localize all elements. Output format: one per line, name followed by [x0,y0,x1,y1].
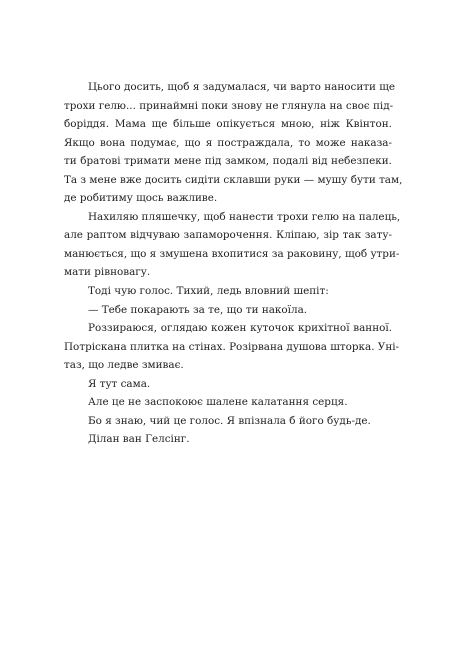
paragraph [64,319,400,375]
text-line: Тоді чую голос. Тихий, ледь вловний шепіт: [88,285,329,298]
text-line: Нахиляю пляшечку, щоб нанести трохи гелю на палець, [88,210,401,223]
text-line: таз, що ледве змиває. [64,359,184,372]
paragraph [76,412,392,431]
paragraph [76,393,392,412]
text-line: Я тут сама. [88,377,151,390]
paragraph [76,430,392,449]
text-line: Роззираюся, оглядаю кожен куточок крихітної ванної. [88,322,392,335]
body-text [64,78,403,449]
text-line: мати рівновагу. [64,266,151,279]
text-line: Бо я знаю, чий це голос. Я впізнала б його будь-де. [88,414,371,427]
text-line: боріддя. Мама ще більше опікується мною, ніж Квінтон. [64,118,392,131]
text-line: — Тебе покарають за те, що ти накоїла. [88,303,308,316]
paragraph [76,282,392,301]
text-line: Потріскана плитка на стінах. Розірвана душова шторка. Уні- [64,340,400,353]
text-line: Якщо вона подумає, що я постраждала, то може наказа- [64,136,392,149]
paragraph [64,208,401,282]
text-line: Та з мене вже досить сидіти склавши руки — мушу бути там, [64,173,403,186]
text-line: але раптом відчуваю запаморочення. Кліпаю, зір так зату- [64,229,392,242]
text-line: ти братові тримати мене під замком, подалі від небезпеки. [64,155,392,168]
dialogue-line [76,301,392,320]
text-line: Ділан ван Гелсінг. [88,433,190,446]
text-line: трохи гелю... принаймні поки знову не глянула на своє під- [64,99,394,112]
text-line: Цього досить, щоб я задумалася, чи варто наносити ще [88,81,396,93]
text-line: манюється, що я змушена вхопитися за раковину, щоб утри- [64,247,400,260]
paragraph [76,375,392,394]
text-line: Але це не заспокоює шалене калатання серця. [88,396,348,409]
text-line: де робитиму щось важливе. [64,192,218,205]
paragraph [64,78,403,208]
